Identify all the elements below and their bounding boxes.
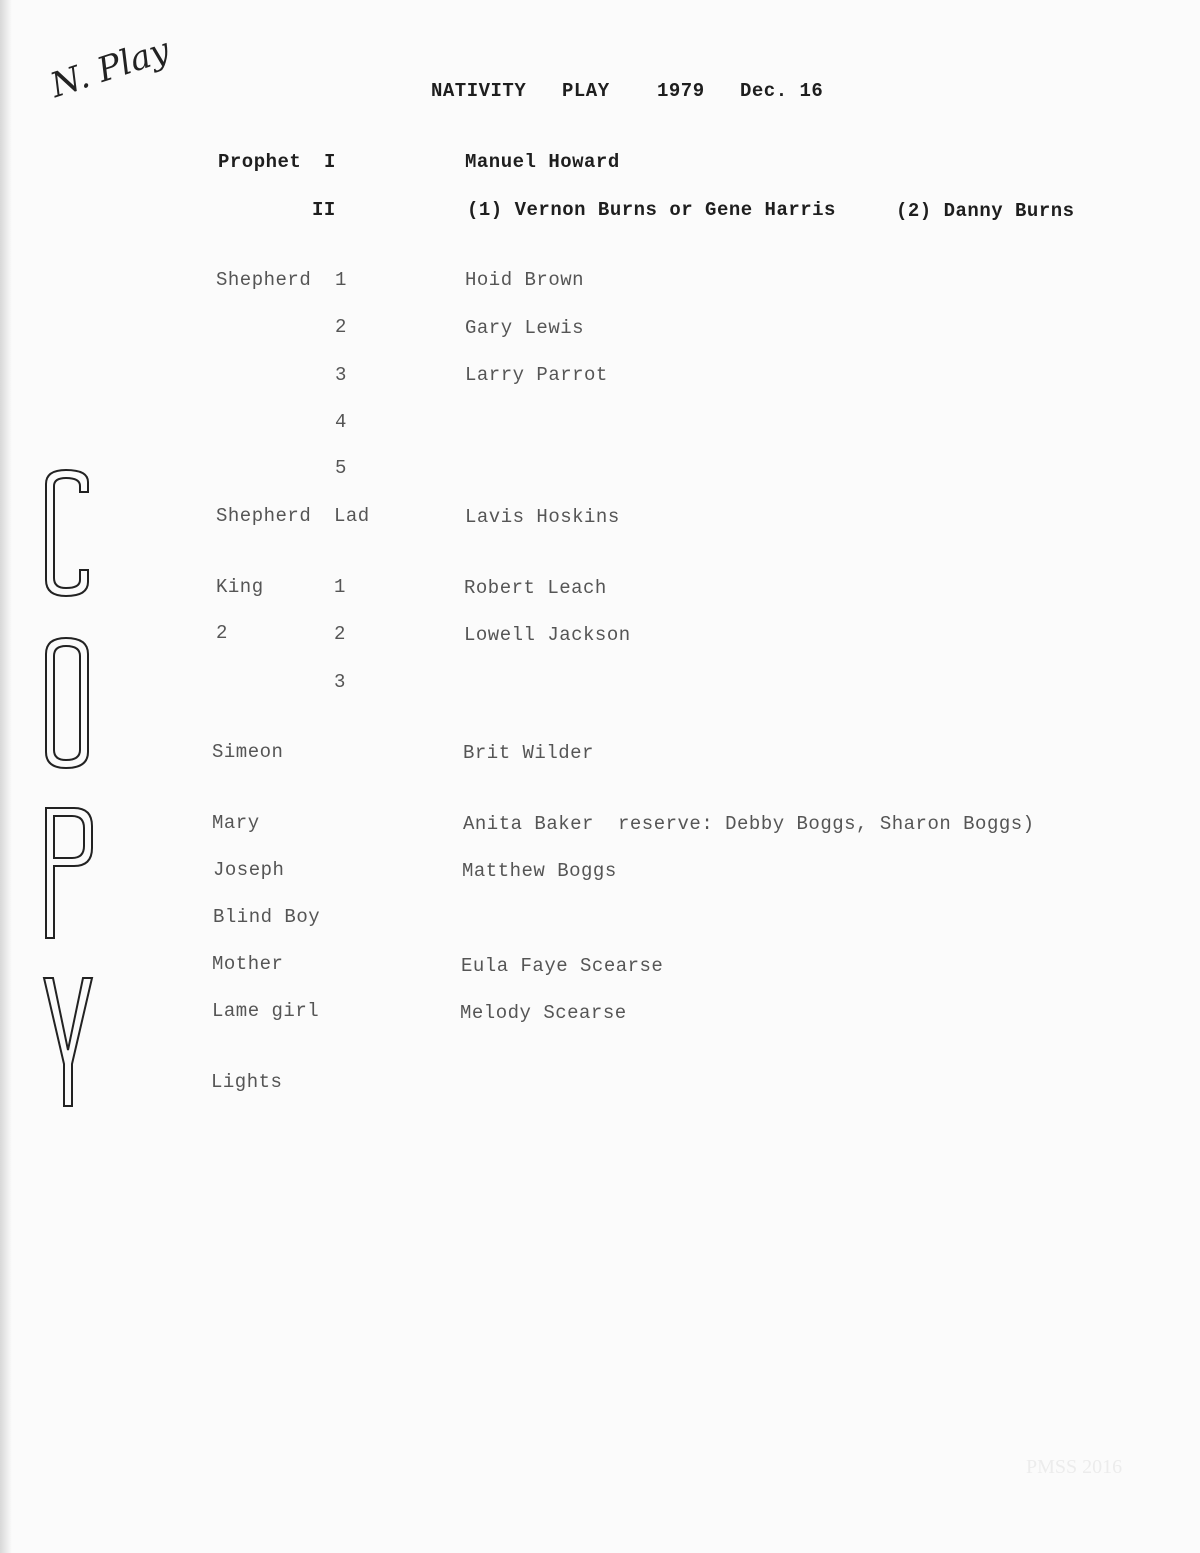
- page-edge: [0, 0, 12, 1553]
- role-lights: Lights: [211, 1071, 283, 1093]
- prophet-actor-2b: (2) Danny Burns: [896, 200, 1075, 222]
- title-year: 1979: [657, 80, 705, 102]
- title-date: Dec. 16: [740, 80, 824, 102]
- king-actor: Lowell Jackson: [464, 624, 631, 646]
- role-king: King: [216, 576, 264, 598]
- mary-actor: Anita Baker: [463, 813, 594, 835]
- watermark: PMSS 2016: [1026, 1456, 1123, 1478]
- handwritten-note: N. Play: [45, 30, 175, 106]
- shepherd-actor: Larry Parrot: [465, 364, 608, 386]
- lame-girl-actor: Melody Scearse: [460, 1002, 627, 1024]
- shepherd-num: 1: [335, 269, 347, 291]
- simeon-actor: Brit Wilder: [463, 742, 594, 764]
- role-lame-girl: Lame girl: [212, 1000, 320, 1022]
- king-actor: Robert Leach: [464, 577, 607, 599]
- shepherd-actor: Gary Lewis: [465, 317, 585, 339]
- shepherd-lad-actor: Lavis Hoskins: [465, 506, 620, 528]
- title-play: NATIVITY: [431, 80, 527, 102]
- role-mother: Mother: [212, 953, 284, 975]
- king-num: 1: [334, 576, 346, 598]
- king-extra: 2: [216, 622, 228, 644]
- king-num: 2: [334, 623, 346, 645]
- king-num: 3: [334, 671, 346, 693]
- role-simeon: Simeon: [212, 741, 284, 763]
- prophet-actor-2: (1) Vernon Burns or Gene Harris: [467, 199, 836, 221]
- joseph-actor: Matthew Boggs: [462, 860, 617, 882]
- shepherd-lad-label: Lad: [334, 505, 370, 527]
- shepherd-num: 4: [335, 411, 347, 433]
- mother-actor: Eula Faye Scearse: [461, 955, 664, 977]
- title-play2: PLAY: [562, 80, 610, 102]
- shepherd-num: 2: [335, 316, 347, 338]
- prophet-num-1: I: [324, 151, 336, 173]
- role-blind-boy: Blind Boy: [213, 906, 321, 928]
- role-shepherd: Shepherd: [216, 269, 312, 291]
- role-prophet: Prophet: [218, 151, 302, 173]
- mary-reserve: reserve: Debby Boggs, Sharon Boggs): [618, 813, 1035, 835]
- prophet-actor-1: Manuel Howard: [465, 151, 620, 173]
- shepherd-actor: Hoid Brown: [465, 269, 585, 291]
- role-mary: Mary: [212, 812, 260, 834]
- shepherd-num: 5: [335, 457, 347, 479]
- copy-stamp: [36, 462, 116, 1112]
- prophet-num-2: II: [312, 199, 336, 221]
- role-joseph: Joseph: [213, 859, 285, 881]
- role-shepherd-lad: Shepherd: [216, 505, 312, 527]
- shepherd-num: 3: [335, 364, 347, 386]
